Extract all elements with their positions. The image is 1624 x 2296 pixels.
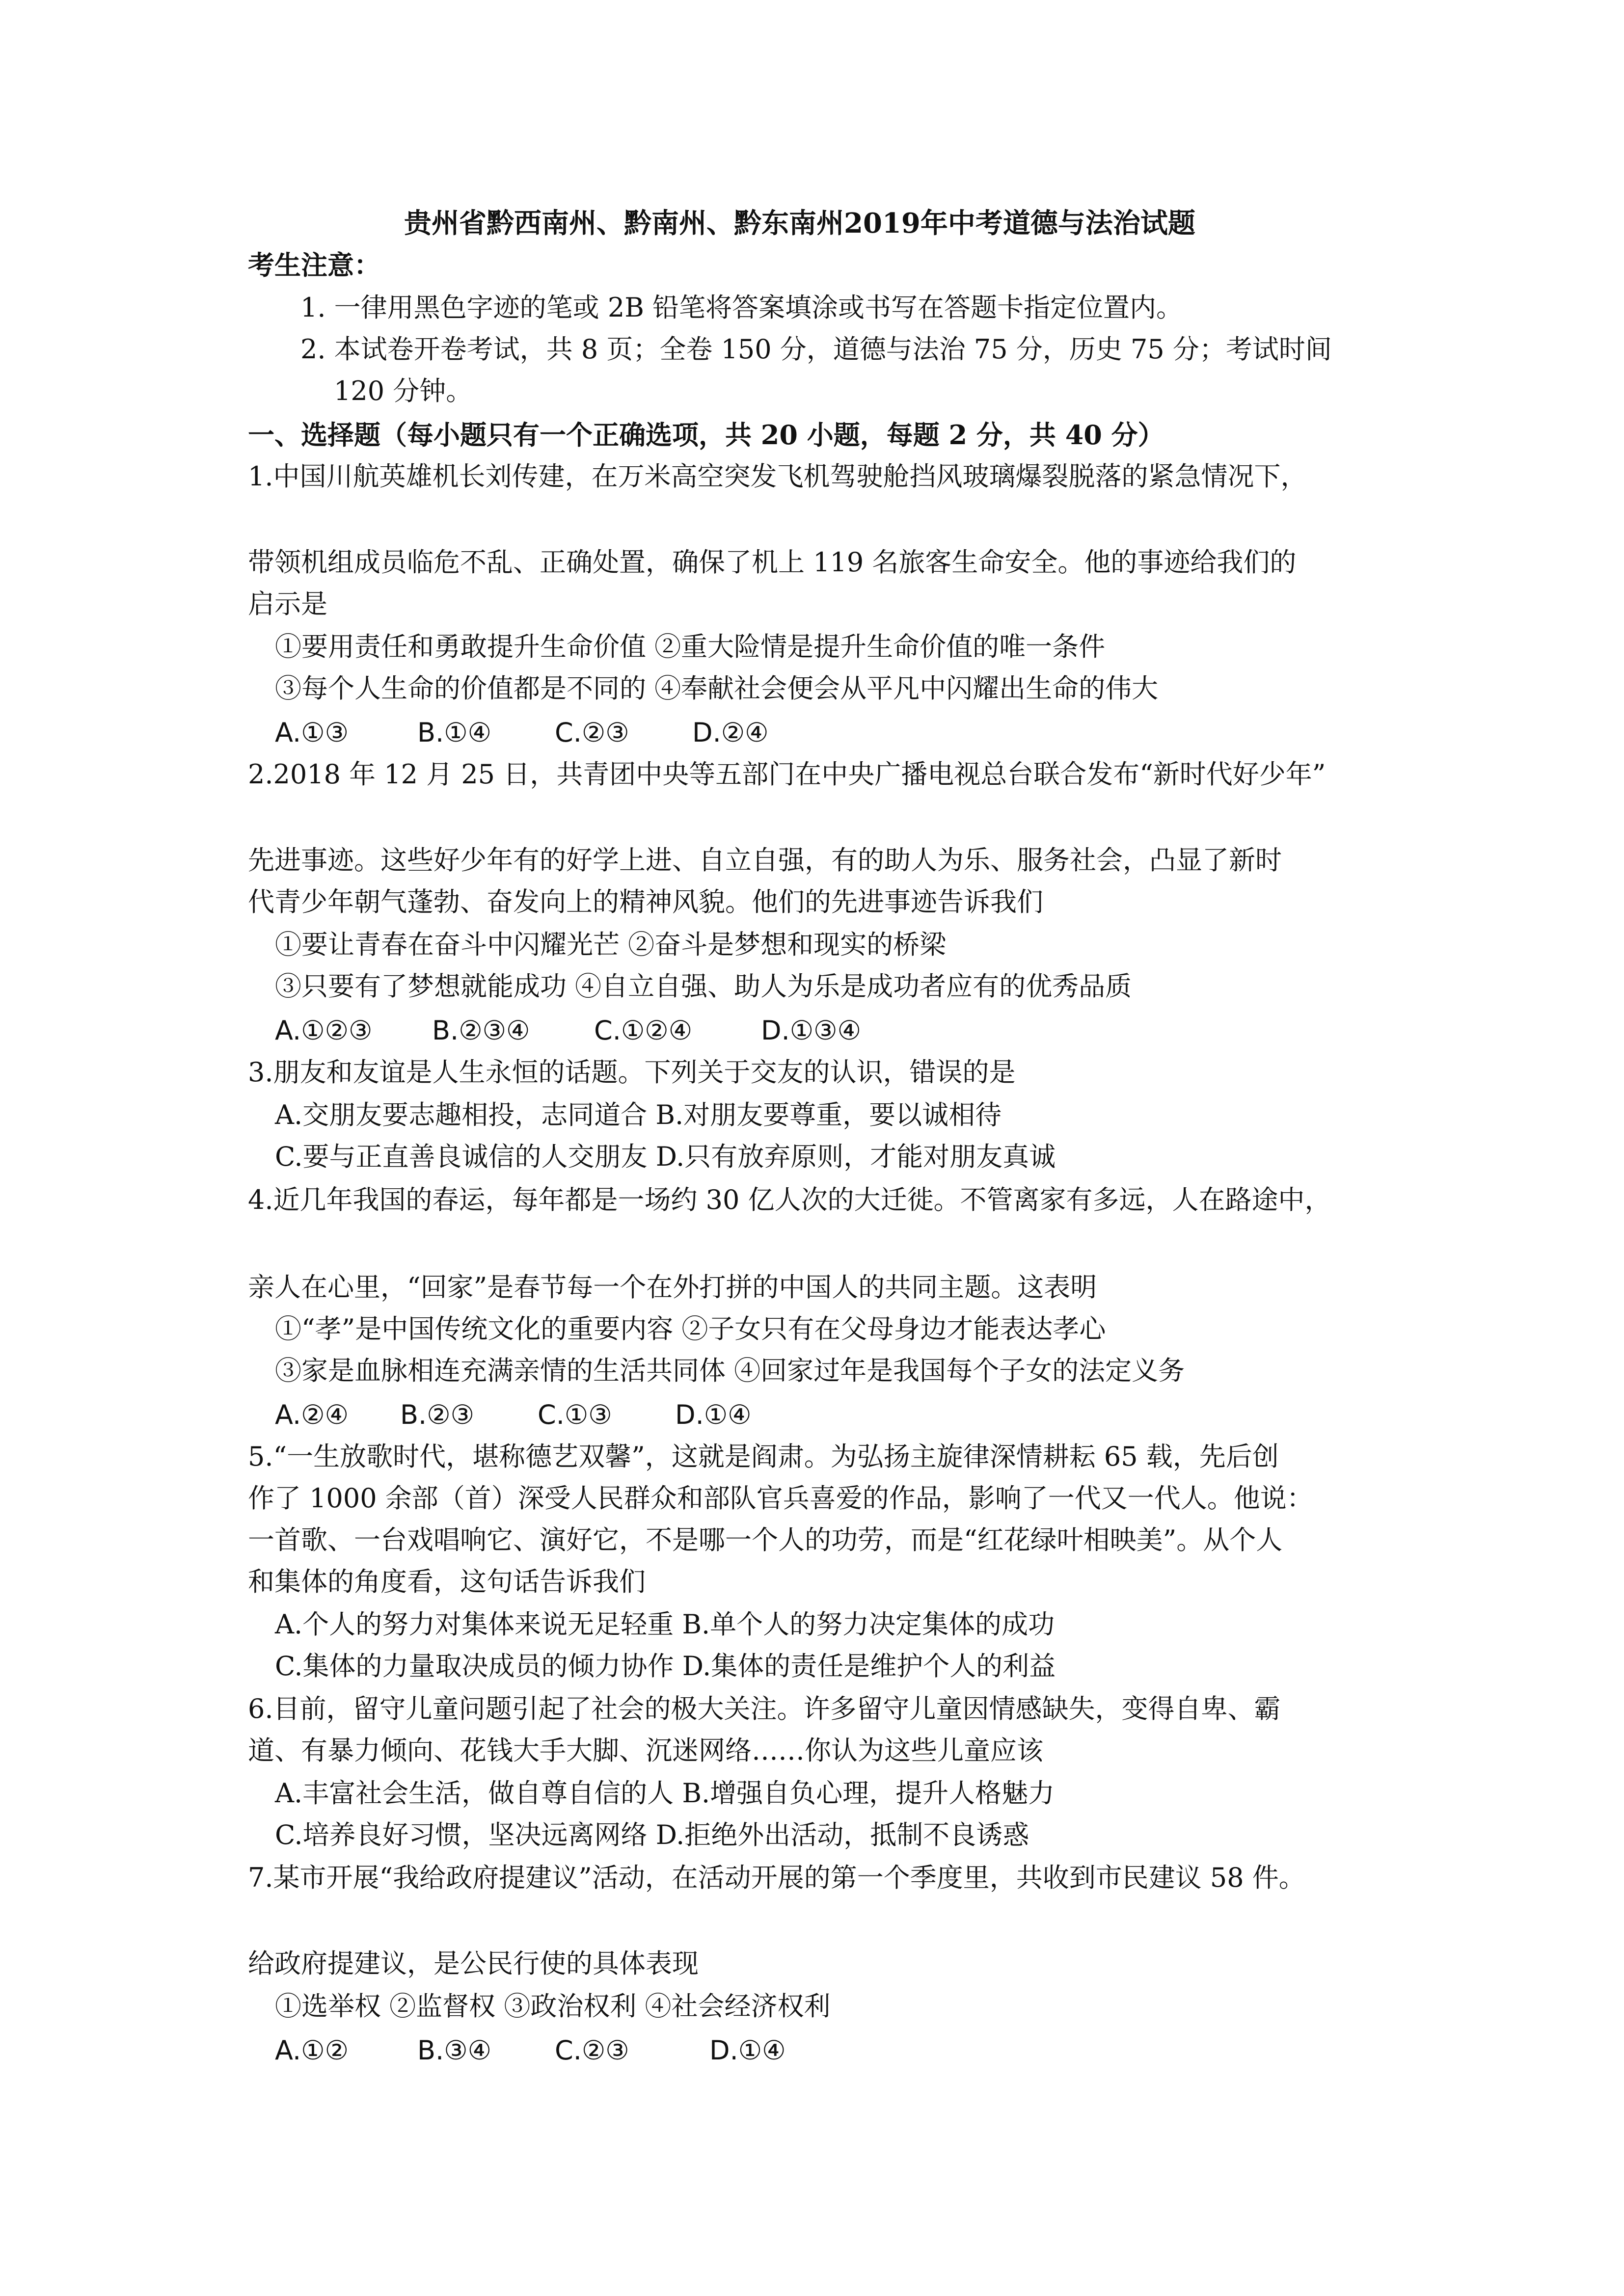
q7-option-b: B.③④ [417, 2035, 492, 2066]
q2-stem-line-1: 2.2018 年 12 月 25 日，共青团中央等五部门在中央广播电视总台联合发布“新时代好少年” [248, 759, 1326, 790]
q3-stem-line-1: 3.朋友和友谊是人生永恒的话题。下列关于交友的认识，错误的是 [248, 1057, 1016, 1088]
q6-options-row-1: A.丰富社会生活，做自尊自信的人 B.增强自负心理，提升人格魅力 [275, 1778, 1055, 1809]
q5-stem-line-2: 作了 1000 余部（首）深受人民群众和部队官兵喜爱的作品，影响了一代又一代人。他说： [248, 1483, 1313, 1514]
q2-option-c: C.①②④ [594, 1015, 693, 1046]
q2-statements-2: ③只要有了梦想就能成功 ④自立自强、助人为乐是成功者应有的优秀品质 [275, 971, 1132, 1002]
q7-stem-line-1: 7.某市开展“我给政府提建议”活动，在活动开展的第一个季度里，共收到市民建议 58 件。 [248, 1862, 1305, 1893]
notice-heading: 考生注意： [248, 249, 380, 281]
exam-title: 贵州省黔西南州、黔南州、黔东南州2019年中考道德与法治试题 [404, 207, 1195, 240]
q1-option-b: B.①④ [417, 717, 492, 748]
q2-option-a: A.①②③ [275, 1015, 373, 1046]
q2-stem-line-3: 代青少年朝气蓬勃、奋发向上的精神风貌。他们的先进事迹告诉我们 [248, 886, 1043, 917]
q6-stem-line-2: 道、有暴力倾向、花钱大手大脚、沉迷网络……你认为这些儿童应该 [248, 1735, 1043, 1766]
q1-stem-line-2: 带领机组成员临危不乱、正确处置，确保了机上 119 名旅客生命安全。他的事迹给我们的 [248, 547, 1297, 578]
q3-options-row-1: A.交朋友要志趣相投，志同道合 B.对朋友要尊重，要以诚相待 [275, 1099, 1002, 1130]
q1-option-c: C.②③ [555, 717, 629, 748]
q4-statements-1: ①“孝”是中国传统文化的重要内容 ②子女只有在父母身边才能表达孝心 [275, 1313, 1106, 1344]
notice-item-1: 1. 一律用黑色字迹的笔或 2B 铅笔将答案填涂或书写在答题卡指定位置内。 [300, 292, 1183, 323]
q1-option-a: A.①③ [275, 717, 349, 748]
q2-option-d: D.①③④ [761, 1015, 861, 1046]
q2-statements-1: ①要让青春在奋斗中闪耀光芒 ②奋斗是梦想和现实的桥梁 [275, 929, 947, 960]
q1-stem-line-3: 启示是 [248, 588, 327, 619]
q1-statements-2: ③每个人生命的价值都是不同的 ④奉献社会便会从平凡中闪耀出生命的伟大 [275, 673, 1159, 704]
q1-options [275, 716, 769, 750]
q7-statements-1: ①选举权 ②监督权 ③政治权利 ④社会经济权利 [275, 1991, 831, 2022]
q6-options-row-2: C.培养良好习惯，坚决远离网络 D.拒绝外出活动，抵制不良诱惑 [275, 1819, 1029, 1850]
q1-option-d: D.②④ [692, 717, 769, 748]
q6-stem-line-1: 6.目前，留守儿童问题引起了社会的极大关注。许多留守儿童因情感缺失，变得自卑、霸 [248, 1693, 1281, 1724]
notice-item-2-line-2: 120 分钟。 [334, 375, 473, 406]
q3-options-row-2: C.要与正直善良诚信的人交朋友 D.只有放弃原则，才能对朋友真诚 [275, 1141, 1056, 1172]
q5-stem-line-3: 一首歌、一台戏唱响它、演好它，不是哪一个人的功劳，而是“红花绿叶相映美”。从个人 [248, 1524, 1283, 1555]
q2-stem-line-2: 先进事迹。这些好少年有的好学上进、自立自强，有的助人为乐、服务社会，凸显了新时 [248, 845, 1282, 876]
q4-stem-line-2: 亲人在心里，“回家”是春节每一个在外打拼的中国人的共同主题。这表明 [248, 1272, 1097, 1303]
q4-option-b: B.②③ [400, 1399, 475, 1430]
notice-item-2-line-1: 2. 本试卷开卷考试，共 8 页；全卷 150 分，道德与法治 75 分，历史 75 分；考试时间 [300, 334, 1332, 365]
q5-stem-line-4: 和集体的角度看，这句话告诉我们 [248, 1566, 646, 1597]
q4-options [275, 1398, 752, 1432]
q4-stem-line-1: 4.近几年我国的春运，每年都是一场约 30 亿人次的大迁徙。不管离家有多远，人在路途中， [248, 1184, 1331, 1215]
q7-option-a: A.①② [275, 2035, 349, 2066]
q7-option-c: C.②③ [555, 2035, 629, 2066]
q2-options [275, 1014, 861, 1048]
q5-options-row-1: A.个人的努力对集体来说无足轻重 B.单个人的努力决定集体的成功 [275, 1609, 1055, 1640]
q7-options [275, 2033, 786, 2068]
q4-option-c: C.①③ [538, 1399, 612, 1430]
q4-statements-2: ③家是血脉相连充满亲情的生活共同体 ④回家过年是我国每个子女的法定义务 [275, 1355, 1185, 1386]
q2-option-b: B.②③④ [432, 1015, 530, 1046]
q5-options-row-2: C.集体的力量取决成员的倾力协作 D.集体的责任是维护个人的利益 [275, 1651, 1056, 1682]
q7-stem-line-2: 给政府提建议，是公民行使的具体表现 [248, 1948, 699, 1979]
q1-statements-1: ①要用责任和勇敢提升生命价值 ②重大险情是提升生命价值的唯一条件 [275, 631, 1106, 662]
q4-option-d: D.①④ [675, 1399, 752, 1430]
q5-stem-line-1: 5.“一生放歌时代，堪称德艺双馨”，这就是阎肃。为弘扬主旋律深情耕耘 65 载，先后创 [248, 1441, 1279, 1472]
q4-option-a: A.②④ [275, 1399, 349, 1430]
section-heading: 一、选择题（每小题只有一个正确选项，共 20 小题，每题 2 分，共 40 分） [248, 419, 1164, 451]
q7-option-d: D.①④ [709, 2035, 786, 2066]
q1-stem-line-1: 1.中国川航英雄机长刘传建，在万米高空突发飞机驾驶舱挡风玻璃爆裂脱落的紧急情况下， [248, 461, 1307, 492]
